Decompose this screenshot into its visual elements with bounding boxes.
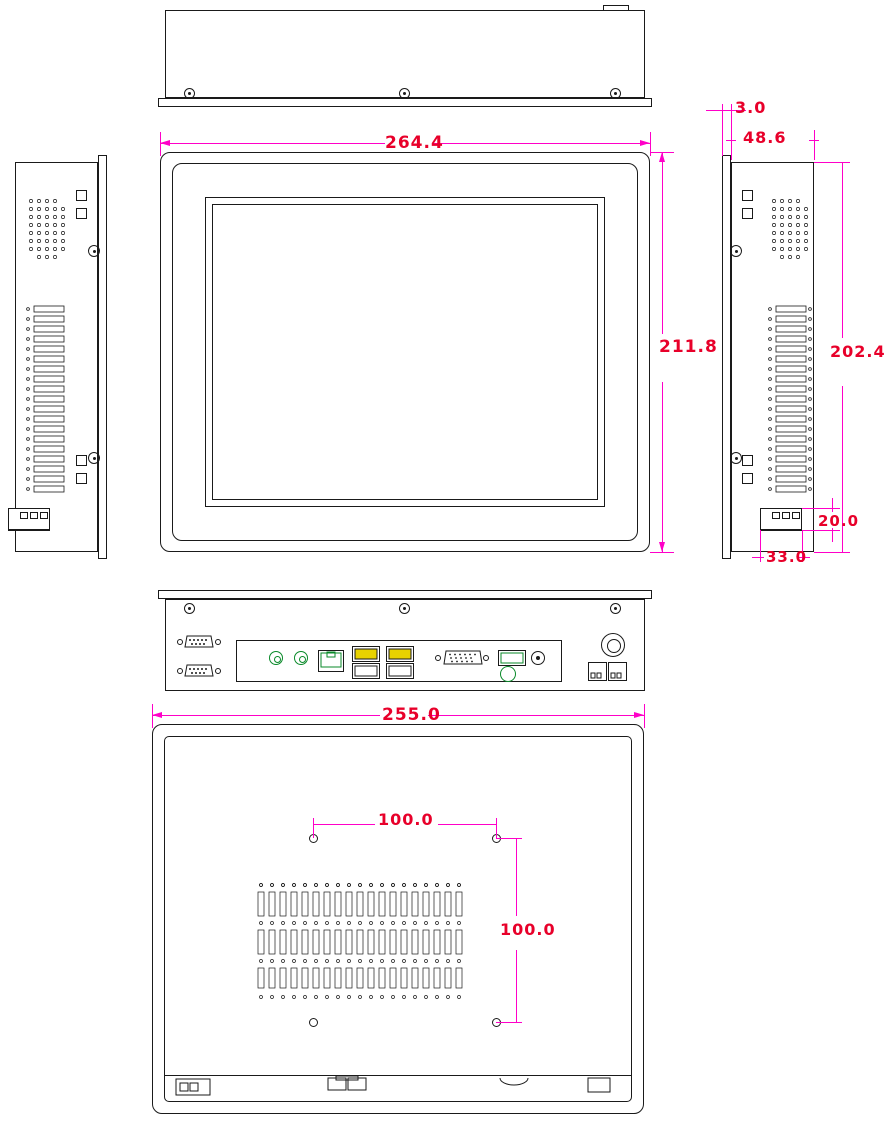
dim-side-height-label: 202.4 xyxy=(830,342,886,361)
io-screw-center xyxy=(399,603,410,614)
dim-side-body-depth-label: 48.6 xyxy=(743,128,787,147)
io-screw-right xyxy=(610,603,621,614)
dim-front-height-label: 211.8 xyxy=(659,337,718,357)
left-side-screw-bottom xyxy=(88,452,100,464)
left-side-bezel xyxy=(98,155,107,559)
right-side-square-mark-2 xyxy=(742,208,753,219)
antenna-hole xyxy=(531,651,545,665)
top-view-screw-center xyxy=(399,88,410,99)
top-view-screw-right xyxy=(610,88,621,99)
right-side-bezel xyxy=(722,155,731,559)
left-side-bracket-hole-3 xyxy=(40,512,48,519)
right-side-square-mark-4 xyxy=(742,473,753,484)
io-bezel-strip xyxy=(158,590,652,599)
top-view-tab xyxy=(603,5,629,11)
top-view-bezel xyxy=(158,98,652,107)
audio-jack-line-out xyxy=(269,651,283,665)
dim-vesa-vertical-label: 100.0 xyxy=(500,920,556,939)
front-active-area xyxy=(212,204,598,500)
right-side-bracket-hole-1 xyxy=(772,512,780,519)
dim-side-bezel-depth-label: 3.0 xyxy=(735,98,767,117)
left-side-bracket-hole-1 xyxy=(20,512,28,519)
left-side-bracket-hole-2 xyxy=(30,512,38,519)
power-connector-ring xyxy=(601,633,625,657)
dim-rear-width-label: 255.0 xyxy=(382,705,441,725)
io-screw-left xyxy=(184,603,195,614)
left-side-screw-top xyxy=(88,245,100,257)
vesa-hole-bottom-left xyxy=(309,1018,318,1027)
audio-jack-mic-in xyxy=(294,651,308,665)
left-side-square-mark-1 xyxy=(76,190,87,201)
right-side-square-mark-1 xyxy=(742,190,753,201)
right-side-bracket-hole-3 xyxy=(792,512,800,519)
left-side-square-mark-2 xyxy=(76,208,87,219)
dim-vesa-horizontal-label: 100.0 xyxy=(378,810,434,829)
right-side-square-mark-3 xyxy=(742,455,753,466)
top-view-screw-left xyxy=(184,88,195,99)
dim-front-width-label: 264.4 xyxy=(385,133,444,153)
top-view-body xyxy=(165,10,645,98)
right-side-bracket-hole-2 xyxy=(782,512,790,519)
right-side-screw-top xyxy=(730,245,742,257)
dim-bracket-depth-label: 33.0 xyxy=(766,548,808,566)
right-side-screw-bottom xyxy=(730,452,742,464)
dim-bracket-height-label: 20.0 xyxy=(818,512,860,530)
power-button[interactable] xyxy=(500,666,516,682)
